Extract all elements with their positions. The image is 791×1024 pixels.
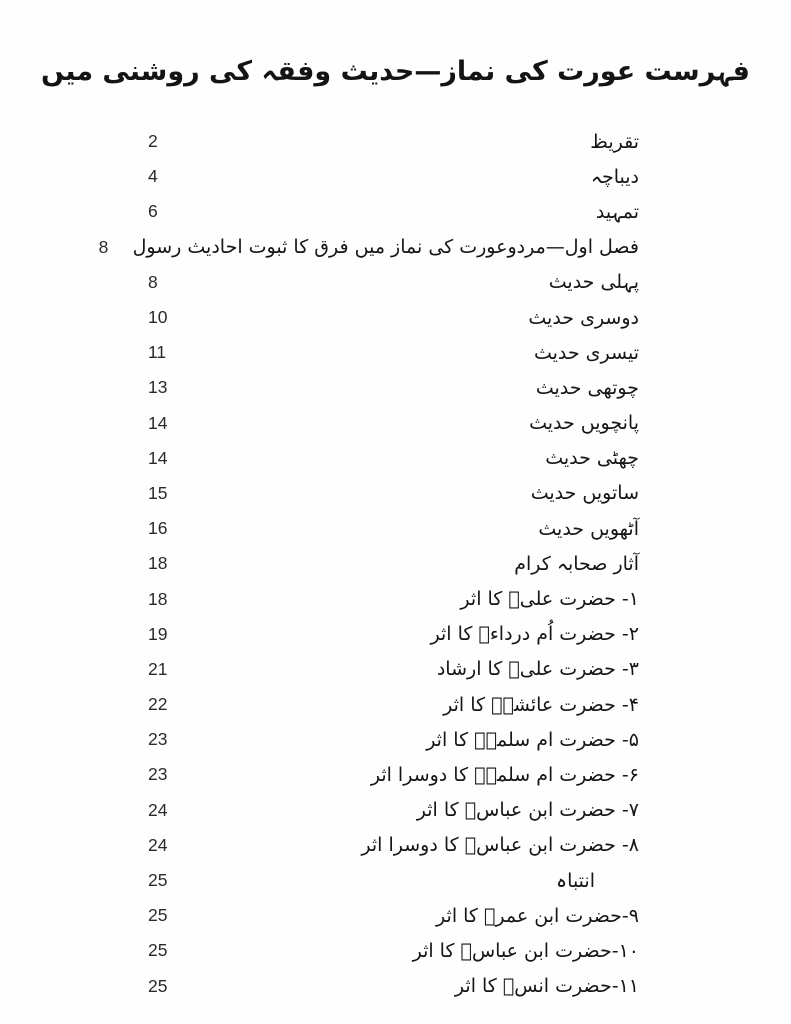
toc-entry-label: ۱۱-حضرت انسؓ کا اثر xyxy=(454,975,639,998)
toc-entry-label: ۵- حضرت ام سلمہؓ کا اثر xyxy=(426,728,639,751)
toc-entry-label: پانچویں حدیث xyxy=(529,412,639,435)
toc-entry xyxy=(98,230,639,265)
toc-entry-label: ۱- حضرت علیؓ کا اثر xyxy=(460,588,639,611)
toc-entry xyxy=(148,793,639,828)
toc-entry-label: تقریظ xyxy=(590,130,639,153)
toc-entry xyxy=(148,300,639,335)
toc-entry xyxy=(148,933,639,968)
toc-entry xyxy=(148,159,639,194)
toc-entry xyxy=(148,652,639,687)
toc-entry-label: فصل اول—مردوعورت کی نماز میں فرق کا ثبوت احادیث رسول xyxy=(132,236,639,259)
toc-entry-page-number: 25 xyxy=(148,940,168,961)
toc-entry-label: چھٹی حدیث xyxy=(545,447,639,470)
toc-entry xyxy=(148,863,639,898)
toc-entry-page-number: 4 xyxy=(148,166,158,187)
toc-entry-page-number: 13 xyxy=(148,377,168,398)
toc-entry-page-number: 25 xyxy=(148,870,168,891)
toc-entry-label: ۴- حضرت عائشہؓ کا اثر xyxy=(443,693,639,716)
toc-entry xyxy=(148,546,639,581)
toc-entry-label: ۳- حضرت علیؓ کا ارشاد xyxy=(436,658,639,681)
toc-entry-page-number: 24 xyxy=(148,799,168,820)
toc-entry-page-number: 18 xyxy=(148,588,168,609)
toc-entry-label: ۱۰-حضرت ابن عباسؓ کا اثر xyxy=(412,939,639,962)
toc-entry-page-number: 21 xyxy=(148,658,168,679)
toc-entry-page-number: 23 xyxy=(148,729,168,750)
toc-entry xyxy=(148,265,639,300)
toc-entry-page-number: 10 xyxy=(148,307,168,328)
toc-entry-page-number: 16 xyxy=(148,518,168,539)
toc-entry-label: دوسری حدیث xyxy=(528,306,639,329)
toc-list xyxy=(98,124,639,1004)
toc-entry-label: ۲- حضرت اُم درداءؓ کا اثر xyxy=(430,623,639,646)
toc-entry-label: دیباچہ xyxy=(590,165,639,188)
toc-entry-label: ۶- حضرت ام سلمہؓ کا دوسرا اثر xyxy=(370,763,639,786)
toc-entry-page-number: 2 xyxy=(148,131,158,152)
toc-entry-label: ۹-حضرت ابن عمرؓ کا اثر xyxy=(436,904,639,927)
toc-entry-label: پہلی حدیث xyxy=(548,271,639,294)
toc-entry-label: چوتھی حدیث xyxy=(535,376,639,399)
toc-entry-page-number: 25 xyxy=(148,905,168,926)
toc-entry xyxy=(148,370,639,405)
toc-entry xyxy=(148,581,639,616)
toc-entry-page-number: 15 xyxy=(148,482,168,503)
page-title: فہرست عورت کی نماز—حدیث وفقہ کی روشنی میں xyxy=(41,56,750,87)
toc-entry xyxy=(148,969,639,1004)
toc-entry xyxy=(148,476,639,511)
toc-entry-page-number: 25 xyxy=(148,975,168,996)
toc-entry-label: انتباہ xyxy=(556,869,595,892)
toc-entry-page-number: 19 xyxy=(148,623,168,644)
toc-entry xyxy=(148,335,639,370)
toc-entry xyxy=(148,898,639,933)
toc-entry-page-number: 24 xyxy=(148,834,168,855)
toc-entry xyxy=(148,441,639,476)
toc-entry-page-number: 14 xyxy=(148,412,168,433)
toc-entry xyxy=(148,406,639,441)
toc-entry-label: ۸- حضرت ابن عباسؓ کا دوسرا اثر xyxy=(361,834,639,857)
toc-entry-page-number: 18 xyxy=(148,553,168,574)
toc-entry-label: تمہید xyxy=(595,200,639,223)
toc-entry xyxy=(148,757,639,792)
toc-entry-page-number: 6 xyxy=(148,201,158,222)
toc-entry-page-number: 23 xyxy=(148,764,168,785)
toc-entry-label: تیسری حدیث xyxy=(533,341,639,364)
toc-entry-label: ساتویں حدیث xyxy=(530,482,639,505)
toc-entry-page-number: 14 xyxy=(148,447,168,468)
toc-entry-page-number: 8 xyxy=(148,271,158,292)
toc-entry-page-number: 22 xyxy=(148,694,168,715)
toc-entry-page-number: 11 xyxy=(148,342,167,363)
toc-entry xyxy=(148,722,639,757)
toc-entry xyxy=(148,617,639,652)
toc-entry-page-number: 8 xyxy=(98,236,109,257)
toc-entry xyxy=(148,511,639,546)
toc-entry-label: ۷- حضرت ابن عباسؓ کا اثر xyxy=(416,799,639,822)
toc-entry-label: آٹھویں حدیث xyxy=(538,517,639,540)
toc-entry xyxy=(148,124,639,159)
toc-entry xyxy=(148,194,639,229)
toc-entry-label: آثار صحابہ کرام xyxy=(514,552,639,575)
toc-entry xyxy=(148,687,639,722)
toc-entry xyxy=(148,828,639,863)
